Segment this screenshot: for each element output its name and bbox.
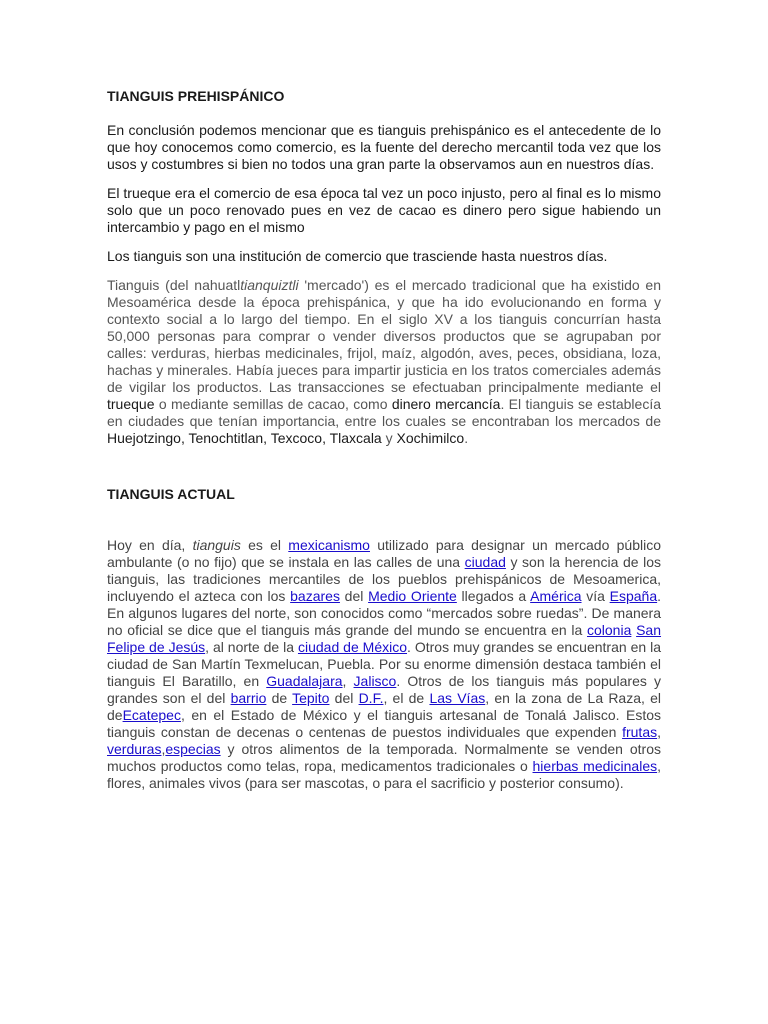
- text: . Otros de los tianguis más populares y grandes son el del: [107, 673, 661, 706]
- link-colonia[interactable]: colonia: [587, 622, 632, 638]
- link-medio-oriente[interactable]: Medio Oriente: [368, 588, 457, 604]
- link-ecatepec[interactable]: Ecatepec: [122, 707, 181, 723]
- link-mexicanismo[interactable]: mexicanismo: [288, 537, 370, 553]
- link-especias[interactable]: especias: [165, 741, 221, 757]
- link-verduras[interactable]: verduras: [107, 741, 162, 757]
- text: llegados a: [456, 588, 531, 604]
- text: . Otros muy grandes se encuentran en la ciudad de San Martín Texmelucan, Puebla. Por su enorme dimensión destaca también el tianguis El Baratillo, en: [107, 639, 661, 689]
- paragraph-tianguis-actual: [107, 537, 661, 792]
- text: , en el Estado de México y el tianguis artesanal de Tonalá Jalisco. Estos tianguis constan de decenas o centenas de puestos individuales que expenden: [107, 707, 661, 740]
- text: , el de: [383, 690, 430, 706]
- text: 'mercado') es el mercado tradicional que ha existido en Mesoamérica desde la época prehispánica, y que ha ido evolucionando en forma y contexto social a lo largo del tiempo. En el siglo XV a los tianguis concurrían hasta 50,000 personas para comprar o vender diversos productos que se agrupaban por calles: verduras, hierbas medicinales, frijol, maíz, algodón, aves, peces, obsidiana, loza, hachas y minerales. Había jueces para impartir justicia en los tratos comerciales además de vigilar los productos. Las transacciones se efectuaban principalmente mediante el: [107, 277, 662, 395]
- text: o mediante semillas de cacao, como: [154, 396, 392, 412]
- link-ciudad[interactable]: ciudad: [464, 554, 506, 570]
- link-bazares[interactable]: bazares: [290, 588, 340, 604]
- text: vía: [581, 588, 610, 604]
- text: Tianguis (del nahuatl: [107, 277, 241, 293]
- text: . En algunos lugares del norte, son conocidos como “mercados sobre ruedas”. De manera no oficial se dice que el tianguis más grande del mundo se encuentra en la: [107, 588, 661, 638]
- italic-term: tianguis: [192, 537, 241, 553]
- italic-term: tianquiztli: [240, 277, 299, 293]
- document-body: [107, 88, 661, 792]
- text: , al norte de la: [205, 639, 298, 655]
- paragraph-conclusion: En conclusión podemos mencionar que es tianguis prehispánico es el antecedente de lo que hoy conocemos como comercio, es la fuente del derecho mercantil toda vez que los usos y costumbres si bien no todos una gran parte la observamos aun en nuestros días.: [107, 122, 661, 172]
- link-ciudad-de-mexico[interactable]: ciudad de México: [297, 639, 408, 655]
- text: y otros alimentos de la temporada. Normalmente se venden otros muchos productos como telas, ropa, medicamentos tradicionales o: [107, 741, 661, 774]
- link-america[interactable]: América: [530, 588, 582, 604]
- term-dinero-mercancia: dinero mercancía: [391, 396, 501, 412]
- link-jalisco[interactable]: Jalisco: [353, 673, 397, 689]
- text: ,: [342, 673, 354, 689]
- text: del: [339, 588, 369, 604]
- text: Hoy en día,: [107, 537, 193, 553]
- text: . El tianguis se establecía en ciudades que tenían importancia, entre los cuales se encontraban los mercados de: [107, 396, 661, 429]
- link-guadalajara[interactable]: Guadalajara: [266, 673, 343, 689]
- link-df[interactable]: D.F.: [358, 690, 384, 706]
- text: , en la zona de La Raza, el de: [107, 690, 661, 723]
- link-las-vias[interactable]: Las Vías: [429, 690, 486, 706]
- text: es el: [240, 537, 289, 553]
- term-trueque: trueque: [107, 396, 155, 412]
- link-espana[interactable]: España: [609, 588, 658, 604]
- text: utilizado para designar un mercado público ambulante (o no fijo) que se instala en las calles de una: [107, 537, 661, 570]
- heading-tianguis-actual: TIANGUIS ACTUAL: [107, 486, 235, 502]
- link-barrio[interactable]: barrio: [230, 690, 267, 706]
- text: de: [266, 690, 293, 706]
- link-tepito[interactable]: Tepito: [292, 690, 330, 706]
- text: .: [464, 430, 469, 446]
- paragraph-tianguis-definicion: [107, 277, 661, 447]
- text: y: [381, 430, 397, 446]
- text: ,: [657, 724, 661, 740]
- text: , flores, animales vivos (para ser mascotas, o para el sacrificio y posterior consumo).: [107, 758, 661, 791]
- term-cities: Huejotzingo, Tenochtitlan, Texcoco, Tlaxcala: [107, 430, 382, 446]
- text: y son la herencia de los tianguis, las tradiciones mercantiles de los pueblos prehispánicos de Mesoamerica, incluyendo el azteca con los: [107, 554, 661, 604]
- link-hierbas-medicinales[interactable]: hierbas medicinales: [532, 758, 658, 774]
- text: ,: [161, 741, 166, 757]
- term-xochimilco: Xochimilco: [396, 430, 465, 446]
- link-san-felipe-de-jesus[interactable]: San Felipe de Jesús: [107, 622, 662, 655]
- heading-tianguis-prehispanico: TIANGUIS PREHISPÁNICO: [107, 88, 285, 104]
- paragraph-trueque: El trueque era el comercio de esa época tal vez un poco injusto, pero al final es lo mismo solo que un poco renovado pues en vez de cacao es dinero pero sigue habiendo un intercambio y pago en el mismo: [107, 185, 661, 235]
- link-frutas[interactable]: frutas: [622, 724, 658, 740]
- text: del: [329, 690, 359, 706]
- paragraph-institucion: Los tianguis son una institución de comercio que trasciende hasta nuestros días.: [107, 248, 608, 264]
